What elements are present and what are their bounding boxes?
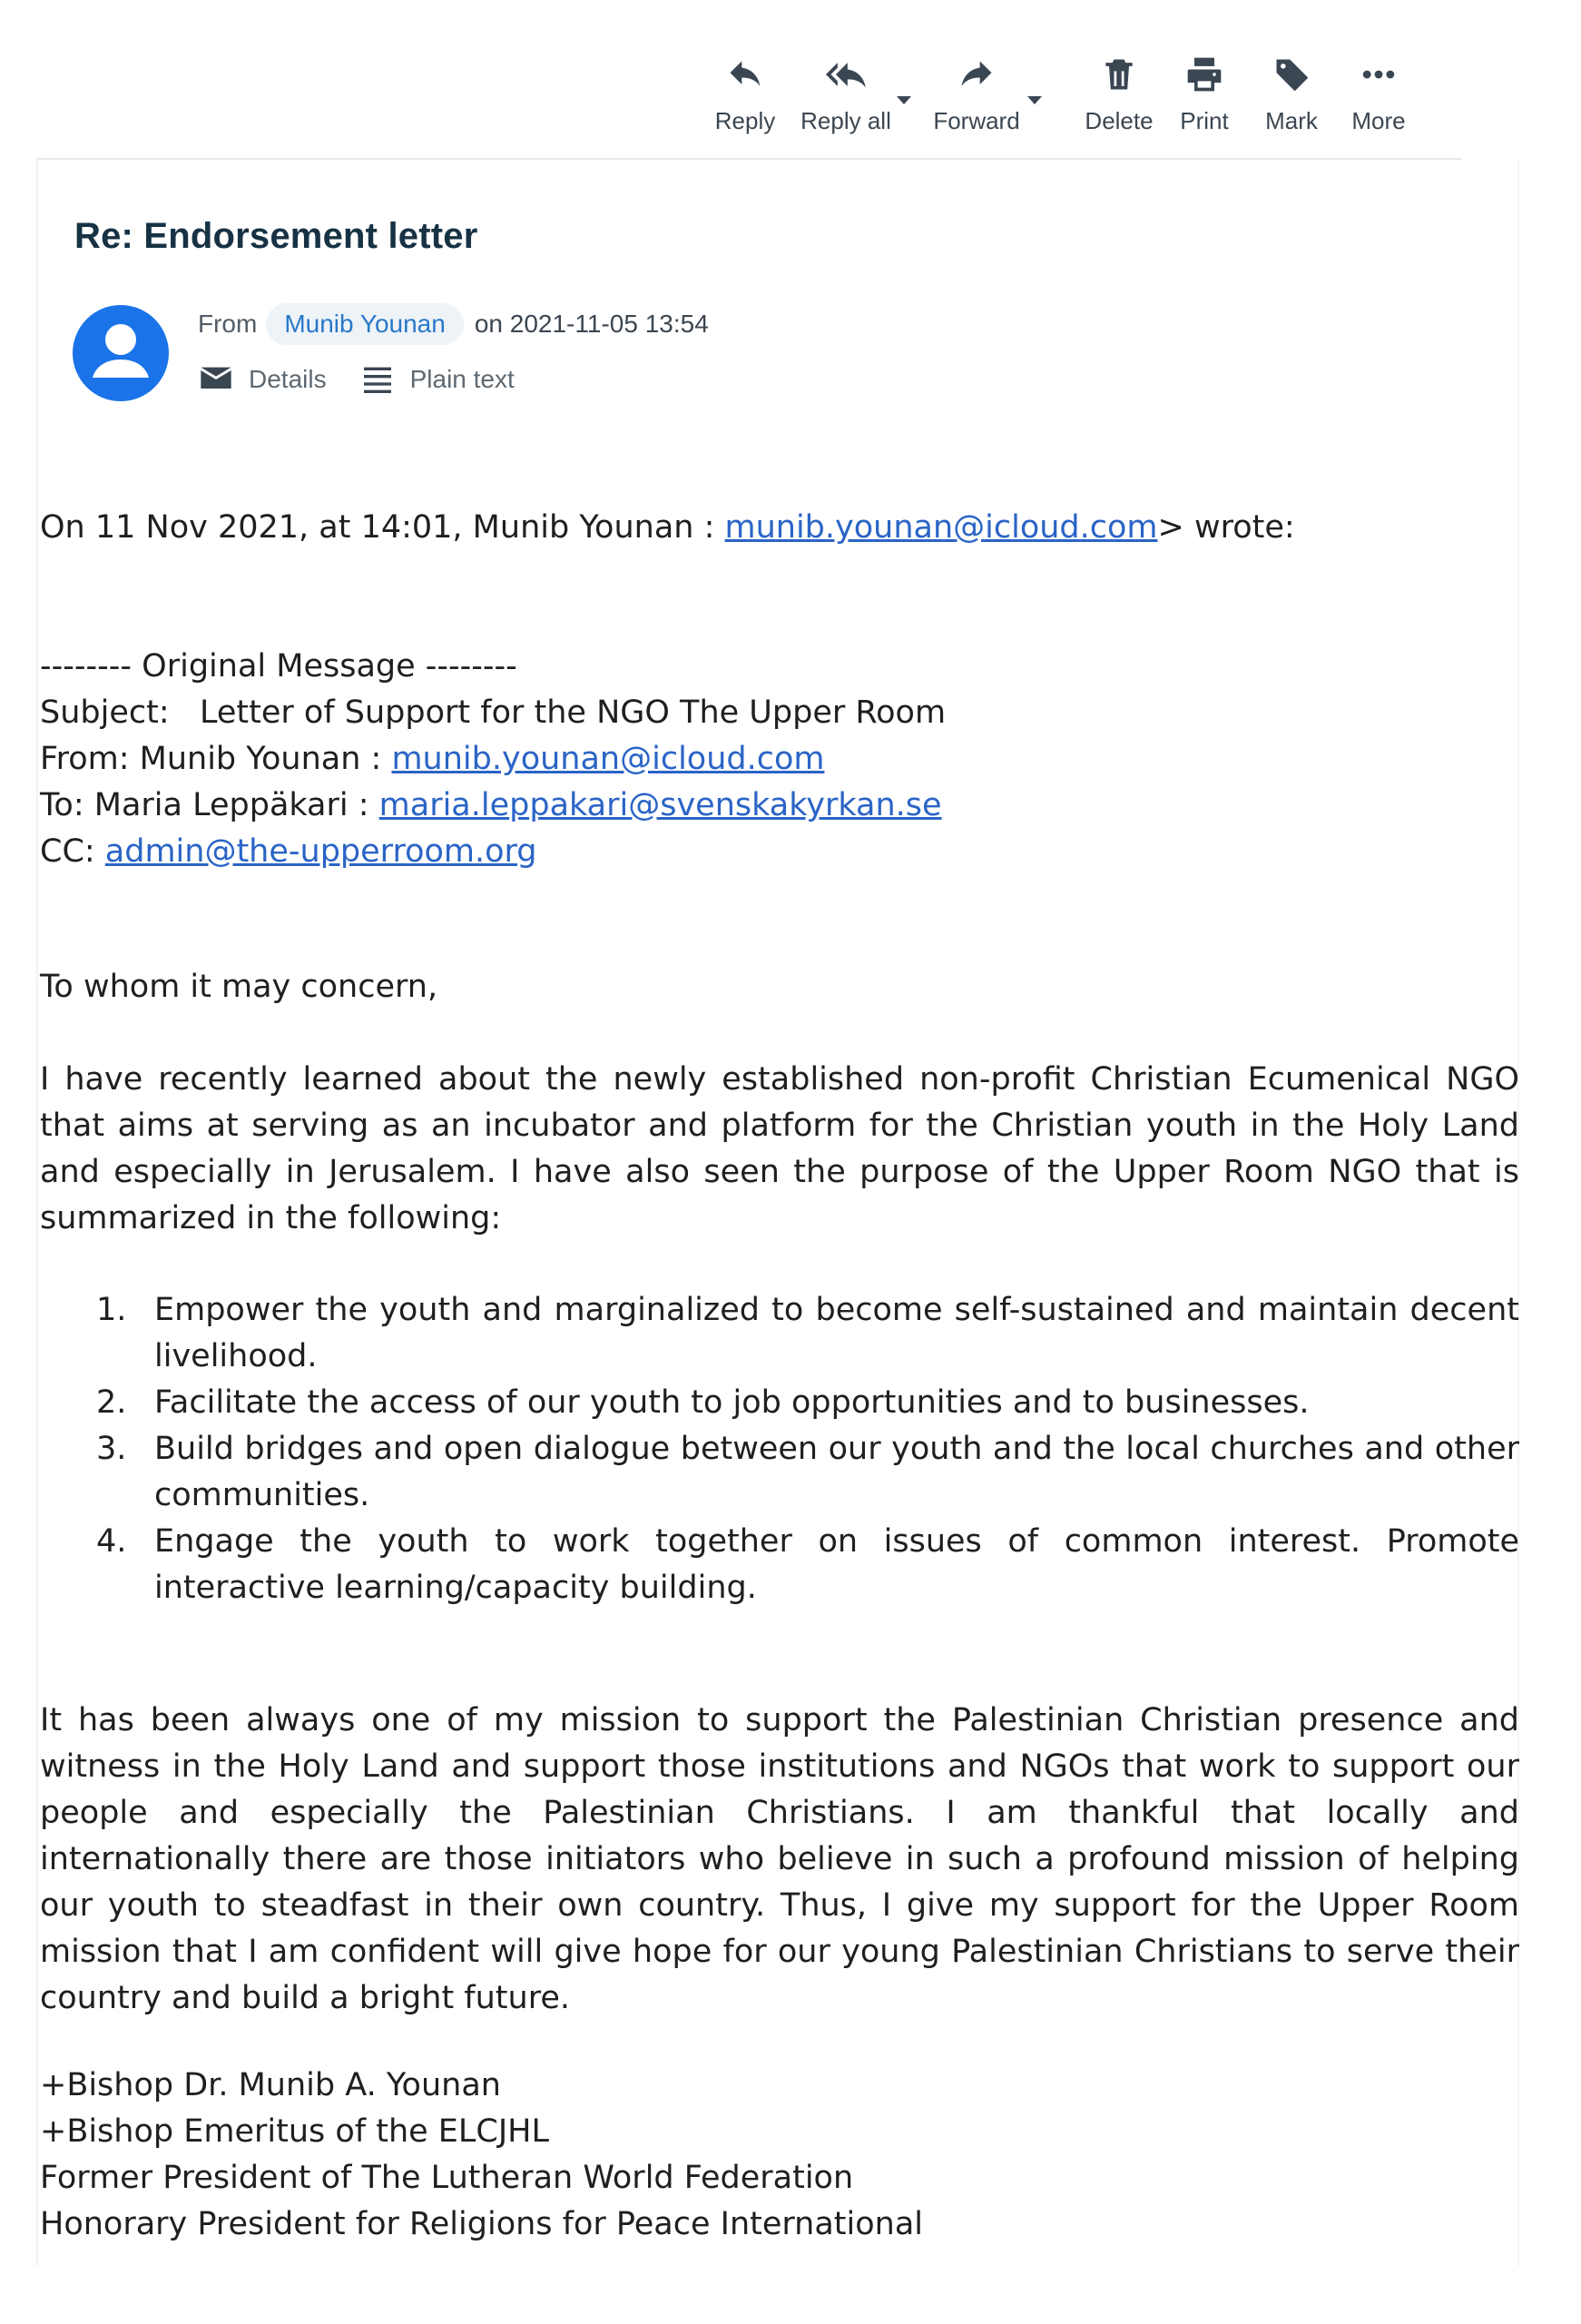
- forward-icon: [957, 54, 997, 94]
- message-subject: Re: Endorsement letter: [74, 216, 478, 256]
- forward-button[interactable]: [929, 54, 1024, 135]
- quote-prefix: On 11 Nov 2021, at 14:01, Munib Younan :: [40, 509, 725, 546]
- mark-label: Mark: [1265, 107, 1318, 134]
- more-label: More: [1351, 107, 1406, 134]
- chevron-down-icon: [1027, 96, 1042, 104]
- message-meta: [198, 361, 547, 398]
- more-button[interactable]: [1347, 54, 1410, 135]
- signature-line: +Bishop Dr. Munib A. Younan: [40, 2067, 501, 2103]
- list-text: Engage the youth to work together on issues of common interest. Promote interactive learning/capacity building.: [154, 1523, 1519, 1606]
- toolbar-divider: [36, 158, 1461, 160]
- plain-text-toggle[interactable]: [359, 361, 515, 398]
- user-avatar-icon: [73, 305, 169, 401]
- original-to: [40, 783, 1519, 829]
- from-email-link[interactable]: munib.younan@icloud.com: [391, 741, 825, 777]
- delete-button[interactable]: [1080, 54, 1158, 135]
- paragraph-intro: I have recently learned about the newly established non-profit Christian Ecumenical NGO that aims at serving as an incubator and platform for the Christian youth in the Holy Land and especially in Jerusalem. I have also seen the purpose of the Upper Room NGO that is summarized in the following:: [40, 1061, 1519, 1236]
- mark-button[interactable]: [1260, 54, 1323, 135]
- envelope-icon: [198, 361, 234, 398]
- from-prefix: From: Munib Younan :: [40, 741, 392, 777]
- message-toolbar: [708, 54, 1410, 136]
- list-number: 3.: [96, 1431, 127, 1467]
- original-cc: [40, 829, 1519, 875]
- list-item: [96, 1519, 1519, 1611]
- list-number: 1.: [96, 1292, 127, 1328]
- message-date: on 2021-11-05 13:54: [474, 310, 709, 338]
- forward-menu-toggle[interactable]: [1024, 54, 1046, 136]
- reply-all-menu-toggle[interactable]: [893, 54, 915, 136]
- print-button[interactable]: [1173, 54, 1236, 135]
- details-toggle[interactable]: [198, 361, 327, 398]
- list-item: [96, 1380, 1519, 1426]
- list-number: 4.: [96, 1523, 127, 1560]
- lines-icon: [359, 361, 396, 398]
- original-from: [40, 736, 1519, 783]
- signature-line: Honorary President for Religions for Peace International: [40, 2206, 924, 2242]
- original-message-divider: -------- Original Message --------: [40, 648, 517, 684]
- from-label: From: [198, 310, 258, 338]
- chevron-down-icon: [897, 96, 911, 104]
- reply-all-icon: [826, 54, 866, 94]
- paragraph-support: It has been always one of my mission to support the Palestinian Christian presence and witness in the Holy Land and support those institutions and NGOs that work to support our people and especially the Palestinian Christians. I am thankful that locally and internationally there are those initiators who believe in such a profound mission of helping our youth to steadfast in their own country. Thus, I give my support for the Upper Room mission that I am confident will give hope for our young Palestinian Christians to serve their country and build a bright future.: [40, 1702, 1519, 2016]
- print-label: Print: [1180, 107, 1229, 134]
- signature-block: [40, 2063, 1519, 2248]
- cc-prefix: CC:: [40, 833, 105, 870]
- signature-line: Former President of The Lutheran World Federation: [40, 2160, 854, 2196]
- sender-chip[interactable]: Munib Younan: [266, 303, 464, 345]
- original-subject: Subject: Letter of Support for the NGO The Upper Room: [40, 694, 947, 731]
- delete-label: Delete: [1085, 107, 1154, 134]
- forward-label: Forward: [933, 107, 1020, 134]
- cc-email-link[interactable]: admin@the-upperroom.org: [104, 833, 537, 870]
- reply-icon: [725, 54, 765, 94]
- to-prefix: To: Maria Leppäkari :: [40, 787, 379, 823]
- reply-label: Reply: [714, 107, 776, 134]
- printer-icon: [1184, 54, 1224, 94]
- list-number: 2.: [96, 1384, 127, 1421]
- reply-all-label: Reply all: [800, 107, 891, 134]
- list-item: [96, 1426, 1519, 1519]
- original-message-block: [40, 644, 1519, 875]
- body-left-border: [36, 160, 38, 2266]
- signature-line: +Bishop Emeritus of the ELCJHL: [40, 2113, 549, 2150]
- list-text: Build bridges and open dialogue between our youth and the local churches and other communities.: [154, 1431, 1519, 1513]
- reply-all-button[interactable]: [799, 54, 893, 135]
- purpose-list: [96, 1287, 1519, 1611]
- tag-icon: [1272, 54, 1311, 94]
- salutation: To whom it may concern,: [40, 969, 438, 1005]
- list-item: [96, 1287, 1519, 1380]
- trash-icon: [1099, 54, 1139, 94]
- plain-text-label: Plain text: [409, 365, 515, 393]
- list-text: Empower the youth and marginalized to become self-sustained and maintain decent livelihood.: [154, 1292, 1519, 1374]
- more-dots-icon: [1359, 54, 1399, 94]
- quote-email-link[interactable]: munib.younan@icloud.com: [724, 509, 1158, 546]
- quote-header: [40, 505, 1519, 551]
- to-email-link[interactable]: maria.leppakari@svenskakyrkan.se: [378, 787, 942, 823]
- sender-line: [198, 303, 709, 345]
- list-text: Facilitate the access of our youth to job opportunities and to businesses.: [154, 1384, 1310, 1421]
- reply-button[interactable]: [708, 54, 782, 135]
- quote-suffix: > wrote:: [1157, 509, 1295, 546]
- details-label: Details: [249, 365, 327, 393]
